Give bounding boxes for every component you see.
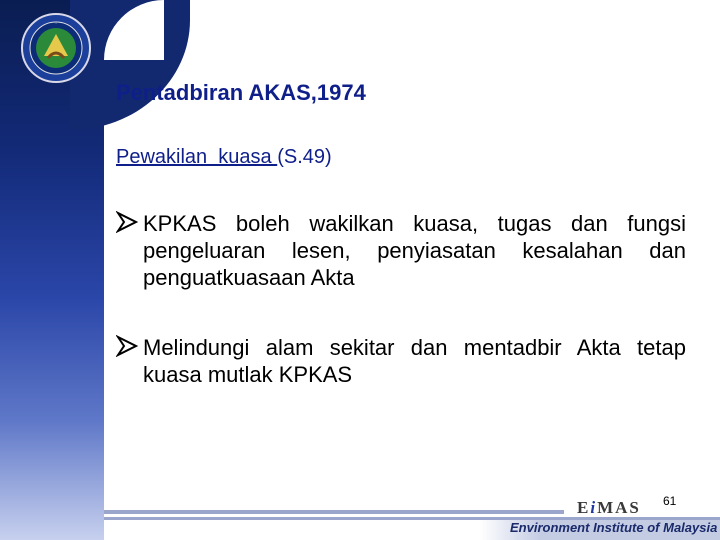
- arrow-bullet-icon: [116, 335, 138, 357]
- arrow-bullet-icon: [116, 211, 138, 233]
- eimas-e: E: [577, 498, 591, 517]
- bullet-text: Melindungi alam sekitar dan mentadbir Akta tetap kuasa mutlak KPKAS: [143, 335, 686, 387]
- bullet-item: [116, 210, 686, 291]
- eimas-logo: [577, 498, 641, 518]
- page-number: 61: [663, 494, 677, 508]
- subtitle-underlined: Pewakilan kuasa: [116, 146, 278, 168]
- eimas-i: i: [590, 498, 598, 517]
- bullet-text: KPKAS boleh wakilkan kuasa, tugas dan fungsi pengeluaran lesen, penyiasatan kesalahan dan penguatkuasaan Akta: [143, 211, 686, 290]
- footer-divider: [104, 510, 564, 514]
- svg-text:.: .: [55, 20, 57, 26]
- eimas-mas: MAS: [597, 498, 641, 517]
- slide-title: Pentadbiran AKAS,1974: [116, 80, 366, 105]
- slide-subtitle: [116, 146, 332, 169]
- subtitle-section: (S.49): [277, 146, 332, 168]
- institute-name: Environment Institute of Malaysia: [510, 520, 718, 535]
- bullet-item: [116, 334, 686, 388]
- emblem-logo-icon: [20, 12, 92, 84]
